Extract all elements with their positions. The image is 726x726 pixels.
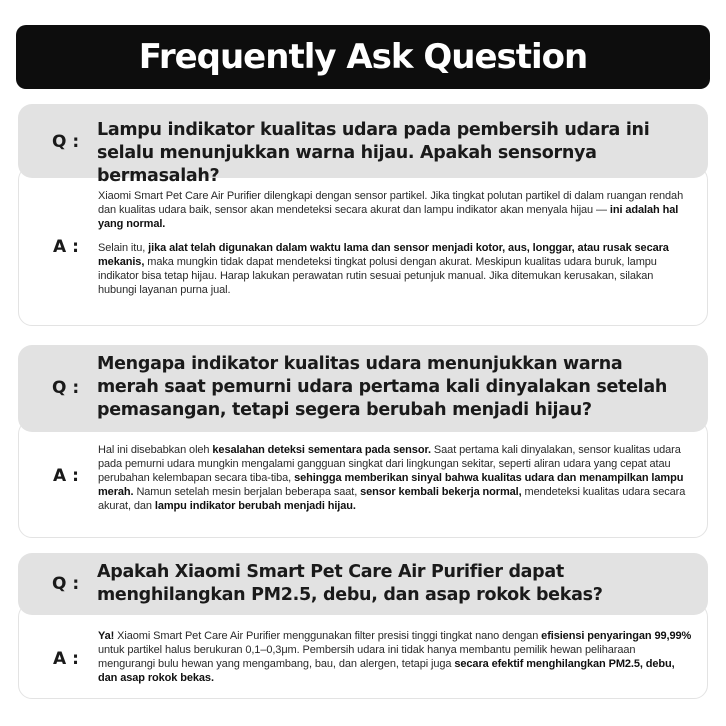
- answer-text: Ya! Xiaomi Smart Pet Care Air Purifier menggunakan filter presisi tinggi tingkat nano dengan efisiensi penyaringan 99,99% untuk partikel halus berukuran 0,1–0,3μm. Pembersih udara ini tidak hanya membantu pemilik hewan peliharaan mengurangi bulu hewan yang mengambang, bau, dan alergen, tetapi juga secara efektif menghilangkan PM2.5, debu, dan asap rokok bekas.: [98, 630, 692, 684]
- answer-text: Xiaomi Smart Pet Care Air Purifier dilengkapi dengan sensor partikel. Jika tingkat polutan partikel di dalam ruangan rendah dan kualitas udara baik, sensor akan mendeteksi secara akurat dan lampu indikator akan menyala hijau — ini adalah hal yang normal. Selain itu, jika alat telah digunakan dalam waktu lama dan sensor menjadi kotor, aus, longgar, atau rusak secara mekanis, maka mungkin tidak dapat mendeteksi tingkat polusi dengan akurat. Meskipun kualitas udara buruk, lampu indikator bisa tetap hijau. Harap lakukan perawatan rutin sesuai petunjuk manual. Jika ditemukan kerusakan, silakan hubungi layanan purna jual.: [98, 190, 684, 296]
- answer-panel: [18, 166, 708, 326]
- faq-item-1: [18, 104, 708, 324]
- answer-panel: [18, 420, 708, 538]
- answer-label: A :: [53, 649, 79, 669]
- question-panel: [18, 553, 708, 615]
- question-text: Lampu indikator kualitas udara pada pembersih udara ini selalu menunjukkan warna hijau. Apakah sensornya bermasalah?: [97, 120, 650, 186]
- page-title: Frequently Ask Question: [138, 37, 588, 77]
- question-panel: [18, 345, 708, 432]
- answer-text: Hal ini disebabkan oleh kesalahan deteksi sementara pada sensor. Saat pertama kali dinyalakan, sensor kualitas udara pada pemurni udara mungkin mengalami gangguan singkat dari lingkungan sekitar, seperti aliran udara yang cepat atau perubahan kelembapan secara tiba-tiba, sehingga memberikan sinyal bahwa kualitas udara dan menampilkan lampu merah. Namun setelah mesin berjalan beberapa saat, sensor kembali bekerja normal, mendeteksi kualitas udara secara akurat, dan lampu indikator berubah menjadi hijau.: [98, 444, 686, 512]
- answer-label: A :: [53, 237, 79, 257]
- question-label: Q :: [52, 132, 80, 152]
- question-text: Mengapa indikator kualitas udara menunjukkan warna merah saat pemurni udara pertama kali dinyalakan setelah pemasangan, tetapi segera berubah menjadi hijau?: [97, 354, 668, 420]
- title-banner: [16, 25, 710, 89]
- answer-panel: [18, 603, 708, 699]
- question-text: Apakah Xiaomi Smart Pet Care Air Purifier dapat menghilangkan PM2.5, debu, dan asap rokok bekas?: [97, 562, 603, 605]
- faq-item-3: [18, 553, 708, 703]
- question-label: Q :: [52, 378, 80, 398]
- faq-item-2: [18, 345, 708, 540]
- question-panel: [18, 104, 708, 186]
- question-label: Q :: [52, 574, 80, 594]
- answer-label: A :: [53, 466, 79, 486]
